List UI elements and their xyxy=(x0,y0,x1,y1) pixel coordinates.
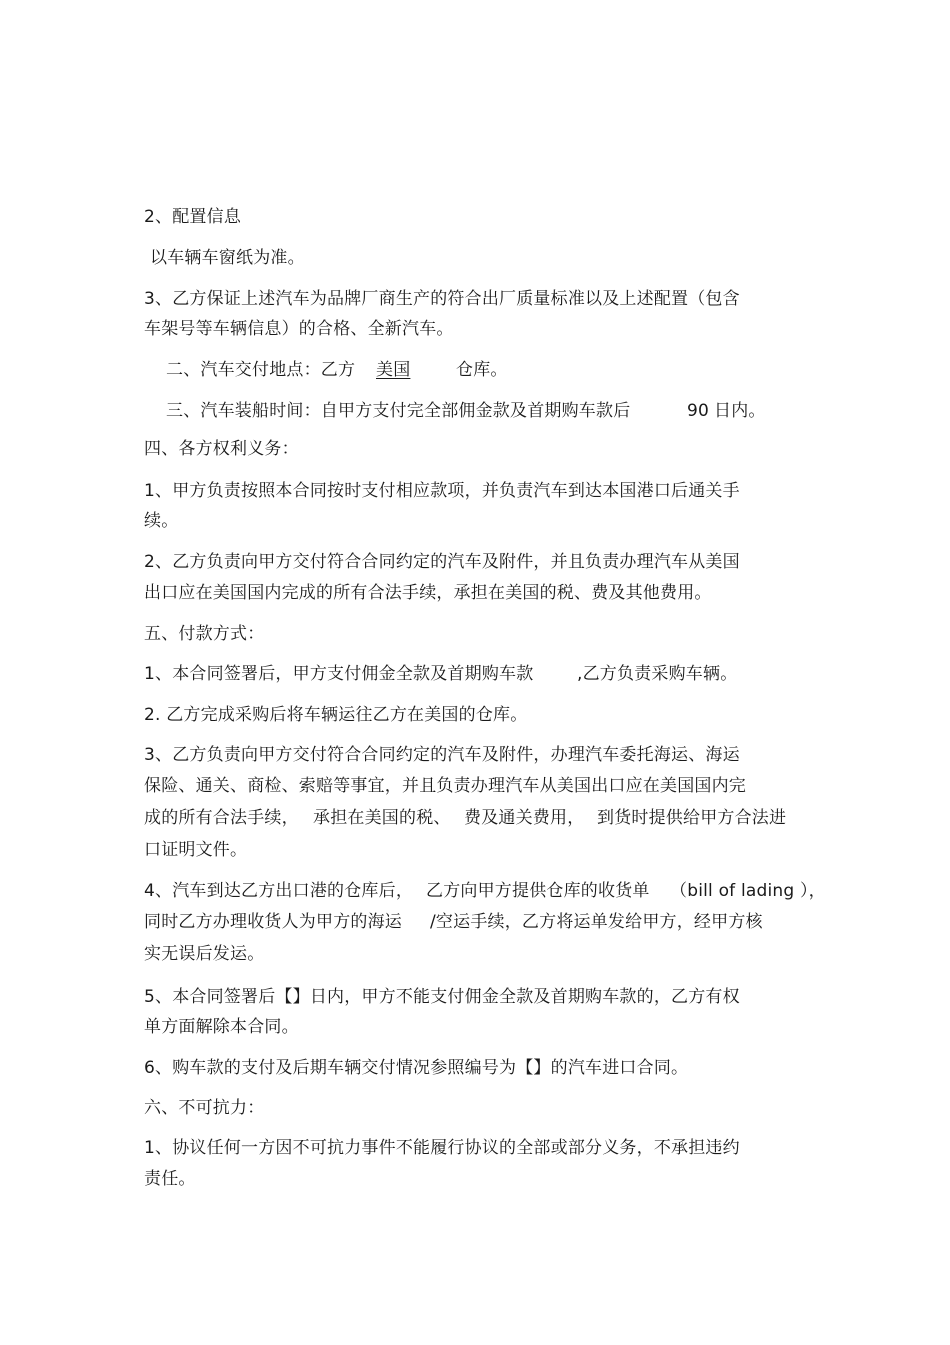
text-line: 到货时提供给甲方合法进 xyxy=(597,808,787,828)
text-line: 仓库。 xyxy=(456,360,508,380)
text-line: 5、本合同签署后【】日内，甲方不能支付佣金全款及首期购车款的，乙方有权 xyxy=(144,987,740,1007)
text-line: ,乙方负责采购车辆。 xyxy=(577,664,738,684)
text-line: 责任。 xyxy=(144,1169,196,1189)
text-line: 车架号等车辆信息）的合格、全新汽车。 xyxy=(144,319,454,339)
section-payment-method: 五、付款方式： xyxy=(144,624,265,644)
text-line: 日内。 xyxy=(714,401,766,421)
text-line: 乙方向甲方提供仓库的收货单 xyxy=(426,881,650,901)
text-line: 1、甲方负责按照本合同按时支付相应款项，并负责汽车到达本国港口后通关手 xyxy=(144,481,740,501)
filled-blank-days: 90 xyxy=(687,401,710,421)
heading-config-info: 2、配置信息 xyxy=(144,207,242,227)
text-line: 3、乙方负责向甲方交付符合合同约定的汽车及附件，办理汽车委托海运、海运 xyxy=(144,745,740,765)
text-line: 保险、通关、商检、索赔等事宜，并且负责办理汽车从美国出口应在美国国内完 xyxy=(144,776,746,796)
section-shipping-time: 三、汽车装船时间：自甲方支付完全部佣金款及首期购车款后 xyxy=(166,401,631,421)
text-line: 同时乙方办理收货人为甲方的海运 xyxy=(144,912,402,932)
section-rights-obligations: 四、各方权利义务： xyxy=(144,439,299,459)
text-line: 实无误后发运。 xyxy=(144,944,265,964)
text-line: 3、乙方保证上述汽车为品牌厂商生产的符合出厂质量标准以及上述配置（包含 xyxy=(144,289,740,309)
text-line: 2. 乙方完成采购后将车辆运往乙方在美国的仓库。 xyxy=(144,705,528,725)
text-line: 以车辆车窗纸为准。 xyxy=(150,248,305,268)
text-line: 成的所有合法手续， xyxy=(144,808,299,828)
text-line: 1、本合同签署后，甲方支付佣金全款及首期购车款 xyxy=(144,664,534,684)
text-line: 出口应在美国国内完成的所有合法手续，承担在美国的税、费及其他费用。 xyxy=(144,583,712,603)
filled-blank-location: 美国 xyxy=(376,360,411,380)
text-line: 承担在美国的税、 xyxy=(313,808,451,828)
text-line: 6、购车款的支付及后期车辆交付情况参照编号为【】的汽车进口合同。 xyxy=(144,1058,689,1078)
text-line: 口证明文件。 xyxy=(144,840,248,860)
text-line: 2、乙方负责向甲方交付符合合同约定的汽车及附件，并且负责办理汽车从美国 xyxy=(144,552,740,572)
text-line: 1、协议任何一方因不可抗力事件不能履行协议的全部或部分义务，不承担违约 xyxy=(144,1138,740,1158)
text-line: （bill of lading ）， xyxy=(670,881,826,901)
text-line: /空运手续，乙方将运单发给甲方，经甲方核 xyxy=(430,912,763,932)
section-delivery-location: 二、汽车交付地点：乙方 xyxy=(166,360,356,380)
section-force-majeure: 六、不可抗力： xyxy=(144,1098,265,1118)
text-line: 费及通关费用， xyxy=(464,808,585,828)
text-line: 单方面解除本合同。 xyxy=(144,1017,299,1037)
text-line: 续。 xyxy=(144,511,179,531)
text-line: 4、汽车到达乙方出口港的仓库后， xyxy=(144,881,414,901)
